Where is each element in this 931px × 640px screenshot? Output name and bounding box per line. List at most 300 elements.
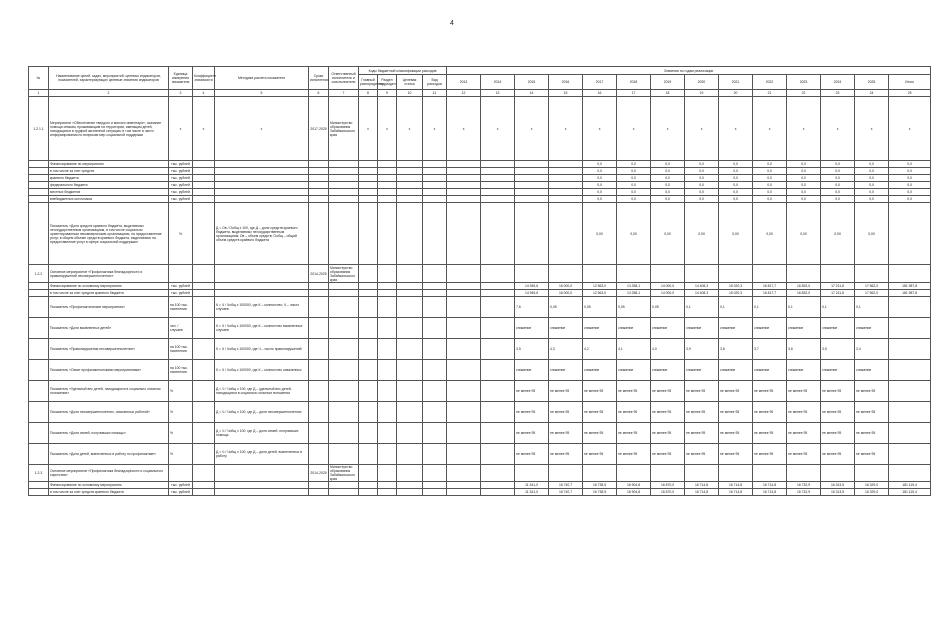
empty-cell [309,318,329,339]
empty-cell [309,423,329,444]
empty-cell [481,290,515,297]
empty-cell [423,182,447,189]
value-cell: 0,0 [753,175,787,182]
x-cell: x [821,97,855,161]
empty-cell [359,465,378,482]
value-cell: не менее 95 [549,423,583,444]
empty-cell [29,402,49,423]
empty-cell [423,297,447,318]
value-cell: 16 714,8 [753,489,787,496]
empty-cell [423,203,447,265]
empty-cell [447,265,481,283]
empty-cell [481,339,515,360]
empty-cell [397,265,423,283]
x-cell: x [855,97,889,161]
value-cell: не менее 95 [685,423,719,444]
empty-cell [329,161,359,168]
value-cell: снижение [787,360,821,381]
value-cell: не менее 95 [821,381,855,402]
value-cell: снижение [719,360,753,381]
table-row [29,482,931,489]
financing-label: Финансирование по основному мероприятию [49,482,169,489]
value-cell: 0,0 [651,161,685,168]
value-cell: 0,0 [617,196,651,203]
empty-cell [481,465,515,482]
empty-cell [193,489,215,496]
column-number: 1 [29,90,49,97]
value-cell: снижение [821,318,855,339]
method-cell: Д = Ч / Чобщ x 100, где Д – доля детей, вовлеченных в работу [215,444,309,465]
value-cell: 0,00 [583,203,617,265]
value-cell: 16 714,8 [719,482,753,489]
value-cell: не менее 95 [753,381,787,402]
value-cell: не менее 95 [787,423,821,444]
value-cell: не менее 95 [549,444,583,465]
empty-cell [481,482,515,489]
financing-label: местных бюджетов [49,189,169,196]
empty-cell [515,182,549,189]
empty-cell [29,297,49,318]
empty-cell [617,265,651,283]
empty-cell [29,196,49,203]
unit-cell: тыс. рублей [169,196,193,203]
value-cell: 13 258,1 [617,290,651,297]
empty-cell [753,465,787,482]
empty-cell [29,290,49,297]
empty-cell [329,290,359,297]
hdr-target: Целевая статья [397,75,423,90]
value-cell: 0,0 [583,168,617,175]
table-row [29,297,931,318]
hdr-executor: Ответственный исполнитель и соисполнители [329,67,359,90]
empty-cell [397,339,423,360]
value-cell: не менее 95 [583,444,617,465]
value-cell: не менее 95 [685,402,719,423]
empty-cell [889,265,931,283]
value-cell: 16 738,5 [583,489,617,496]
column-number: 11 [423,90,447,97]
empty-cell [481,360,515,381]
empty-cell [447,465,481,482]
column-number: 25 [889,90,931,97]
empty-cell [423,290,447,297]
empty-cell [309,175,329,182]
value-cell: не менее 95 [719,402,753,423]
empty-cell [193,482,215,489]
value-cell: 0,0 [651,189,685,196]
value-cell: не менее 95 [855,402,889,423]
empty-cell [329,318,359,339]
empty-cell [193,290,215,297]
value-cell: 0,0 [719,161,753,168]
unit-cell: на 100 тыс. населения [169,339,193,360]
empty-cell [378,402,397,423]
empty-cell [447,297,481,318]
value-cell: 16 714,8 [753,482,787,489]
empty-cell [515,189,549,196]
value-cell: 0,05 [549,297,583,318]
value-cell: 0,0 [685,196,719,203]
executor-cell: Министерство образования Забайкальского края [329,97,359,161]
empty-cell [329,381,359,402]
empty-cell [378,360,397,381]
x-cell: x [359,97,378,161]
unit-cell: % [169,381,193,402]
empty-cell [397,465,423,482]
value-cell: 0,0 [583,161,617,168]
financing-label: Финансирование по мероприятию [49,161,169,168]
value-cell: 16 313,5 [821,482,855,489]
total-cell: 0,0 [889,161,931,168]
empty-cell [447,175,481,182]
empty-cell [309,381,329,402]
value-cell: 0,0 [583,189,617,196]
value-cell: не менее 95 [685,444,719,465]
value-cell: 0,05 [583,297,617,318]
value-cell: 4,0 [651,339,685,360]
empty-cell [29,489,49,496]
empty-cell [423,189,447,196]
table-row [29,489,931,496]
unit-cell: тыс. рублей [169,189,193,196]
value-cell: 0,1 [855,297,889,318]
value-cell: 13 258,1 [617,283,651,290]
empty-cell [515,175,549,182]
value-cell: 0,0 [821,189,855,196]
value-cell: не менее 95 [719,444,753,465]
value-cell: 0,0 [753,161,787,168]
column-number: 13 [481,90,515,97]
empty-cell [378,196,397,203]
empty-cell [447,189,481,196]
value-cell: снижение [651,318,685,339]
period-cell: 2014-2025 [309,465,329,482]
value-cell: снижение [617,318,651,339]
empty-cell [378,482,397,489]
hdr-year: 2015 [515,75,549,90]
empty-cell [215,168,309,175]
method-cell: Д = Ч / Чобщ x 100, где Д – доля несовершеннолетних [215,402,309,423]
value-cell: 0,0 [855,196,889,203]
empty-cell [397,290,423,297]
empty-cell [193,360,215,381]
value-cell: 0,0 [787,168,821,175]
column-number: 18 [651,90,685,97]
total-cell: 0,0 [889,168,931,175]
value-cell: 14 945,6 [515,283,549,290]
value-cell: 0,0 [855,175,889,182]
total-cell: 181 115,4 [889,489,931,496]
hdr-year: 2019 [651,75,685,90]
empty-cell [685,465,719,482]
x-cell: x [685,97,719,161]
value-cell: 16 904,8 [617,489,651,496]
empty-cell [359,423,378,444]
value-cell: 3,5 [515,339,549,360]
empty-cell [447,360,481,381]
empty-cell [29,360,49,381]
empty-cell [889,423,931,444]
value-cell: снижение [651,360,685,381]
value-cell: 16 714,8 [685,489,719,496]
column-number: 3 [169,90,193,97]
empty-cell [447,168,481,175]
value-cell: не менее 95 [821,423,855,444]
value-cell: 16 329,0 [855,482,889,489]
total-cell: 0,0 [889,196,931,203]
empty-cell [719,265,753,283]
value-cell: 16 732,9 [787,482,821,489]
column-number: 21 [753,90,787,97]
empty-cell [359,196,378,203]
empty-cell [549,175,583,182]
value-cell: снижение [787,318,821,339]
empty-cell [359,290,378,297]
empty-cell [515,465,549,482]
value-cell: 0,0 [855,189,889,196]
hdr-year: 2021 [719,75,753,90]
value-cell: 16 832,0 [787,290,821,297]
value-cell: 0,00 [821,203,855,265]
x-cell: x [447,97,481,161]
page-number: 4 [450,20,454,27]
value-cell: 0,00 [787,203,821,265]
unit-cell: на 100 тыс. населения [169,360,193,381]
table-row [29,381,931,402]
empty-cell [889,465,931,482]
value-cell: 0,0 [617,189,651,196]
indicator-name: Показатель «Правонарушения несовершеннолетних» [49,339,169,360]
indicator-name: Показатель «Профилактические мероприятия» [49,297,169,318]
empty-cell [329,297,359,318]
empty-cell [821,465,855,482]
empty-cell [359,402,378,423]
empty-cell [685,265,719,283]
value-cell: 0,0 [617,168,651,175]
empty-cell [423,423,447,444]
value-cell: не менее 95 [821,402,855,423]
value-cell: 0,0 [685,161,719,168]
value-cell: 0,0 [719,182,753,189]
empty-cell [481,196,515,203]
value-cell: 0,0 [719,168,753,175]
empty-cell [423,318,447,339]
empty-cell [481,182,515,189]
hdr-year: 2022 [753,75,787,90]
value-cell: 3,7 [753,339,787,360]
empty-cell [309,168,329,175]
unit-cell: на 100 тыс. населения [169,297,193,318]
empty-cell [359,318,378,339]
value-cell: 0,00 [651,203,685,265]
value-cell: 0,0 [719,175,753,182]
value-cell: 4,3 [549,339,583,360]
empty-cell [423,465,447,482]
value-cell: 0,0 [685,182,719,189]
value-cell: 0,0 [787,189,821,196]
unit-cell: % [169,423,193,444]
empty-cell [481,175,515,182]
value-cell: 16 714,8 [719,489,753,496]
executor-cell: Министерство образования Забайкальского края [329,265,359,283]
empty-cell [29,168,49,175]
column-number: 23 [821,90,855,97]
value-cell: 0,0 [617,161,651,168]
empty-cell [397,182,423,189]
empty-cell [359,265,378,283]
value-cell: 0,00 [855,203,889,265]
empty-cell [481,161,515,168]
value-cell: 0,05 [651,297,685,318]
empty-cell [29,203,49,265]
empty-cell [359,168,378,175]
unit-cell: % [169,203,193,265]
value-cell: снижение [549,360,583,381]
unit-cell: тыс. рублей [169,489,193,496]
empty-cell [719,465,753,482]
value-cell: не менее 95 [617,423,651,444]
value-cell: 0,0 [855,161,889,168]
empty-cell [378,182,397,189]
financing-label: краевого бюджета [49,175,169,182]
empty-cell [378,339,397,360]
table-row [29,203,931,265]
empty-cell [169,465,193,482]
value-cell: 16 313,5 [821,489,855,496]
empty-cell [481,444,515,465]
empty-cell [359,203,378,265]
x-cell: x [651,97,685,161]
value-cell: 16 000,0 [549,290,583,297]
value-cell: 15 020,3 [719,290,753,297]
column-number: 22 [787,90,821,97]
value-cell: не менее 95 [617,381,651,402]
empty-cell [193,423,215,444]
value-cell: снижение [855,360,889,381]
unit-cell: тыс. рублей [169,182,193,189]
empty-cell [378,161,397,168]
value-cell: не менее 95 [821,444,855,465]
empty-cell [423,360,447,381]
empty-cell [215,196,309,203]
empty-cell [193,444,215,465]
empty-cell [549,265,583,283]
empty-cell [481,265,515,283]
x-cell: x [549,97,583,161]
value-cell: 3,9 [685,339,719,360]
value-cell: 0,0 [855,168,889,175]
empty-cell [378,265,397,283]
empty-cell [329,182,359,189]
empty-cell [481,402,515,423]
empty-cell [329,175,359,182]
table-row [29,182,931,189]
method-cell: Д = Ов / Ообщ x 100, где Д – доля средств краевого бюджета, выделяемых негосударственным организациям; Ов – объем средств; Ообщ – общий объем средств краевого бюджета [215,203,309,265]
empty-cell [423,161,447,168]
value-cell: снижение [753,360,787,381]
empty-cell [481,189,515,196]
empty-cell [397,360,423,381]
value-cell: 0,0 [617,182,651,189]
empty-cell [215,465,309,482]
value-cell: 17 562,0 [855,283,889,290]
hdr-method: Методика расчета показателя [215,67,309,90]
value-cell: 14 000,0 [651,283,685,290]
empty-cell [29,283,49,290]
row-number: 1.2.2 [29,265,49,283]
indicator-name: Показатель «Доля детей, вовлеченных в работу по профилактике» [49,444,169,465]
empty-cell [359,283,378,290]
value-cell: 3,4 [855,339,889,360]
value-cell: не менее 95 [515,402,549,423]
empty-cell [29,175,49,182]
empty-cell [378,168,397,175]
empty-cell [447,381,481,402]
value-cell: не менее 95 [515,381,549,402]
empty-cell [309,283,329,290]
column-number: 24 [855,90,889,97]
empty-cell [481,283,515,290]
total-cell: 0,0 [889,175,931,182]
empty-cell [397,381,423,402]
empty-cell [423,489,447,496]
unit-cell: тыс. рублей [169,283,193,290]
hdr-year: 2020 [685,75,719,90]
empty-cell [397,482,423,489]
x-cell: x [515,97,549,161]
value-cell: 16 714,8 [685,482,719,489]
value-cell: 0,0 [583,182,617,189]
empty-cell [309,297,329,318]
financing-label: федерального бюджета [49,182,169,189]
value-cell: 0,0 [821,161,855,168]
empty-cell [481,168,515,175]
table-row [29,175,931,182]
empty-cell [447,444,481,465]
empty-cell [481,489,515,496]
hdr-year: 2014 [481,75,515,90]
value-cell: не менее 95 [719,423,753,444]
method-cell: Д = Ч / Чобщ x 100, где Д – доля семей, получивших помощь [215,423,309,444]
value-cell: 0,0 [651,168,685,175]
value-cell: 0,00 [719,203,753,265]
value-cell: 0,0 [719,196,753,203]
empty-cell [29,381,49,402]
empty-cell [583,265,617,283]
empty-cell [329,189,359,196]
empty-cell [481,297,515,318]
empty-cell [423,265,447,283]
value-cell: 3,6 [787,339,821,360]
value-cell: снижение [617,360,651,381]
empty-cell [29,161,49,168]
table-row [29,465,931,482]
empty-cell [447,196,481,203]
empty-cell [855,465,889,482]
value-cell: 0,0 [685,175,719,182]
value-cell: не менее 95 [855,381,889,402]
empty-cell [447,423,481,444]
value-cell: 0,0 [753,182,787,189]
value-cell: 0,0 [685,189,719,196]
value-cell: 4,2 [583,339,617,360]
row-number: 1.2.3 [29,465,49,482]
empty-cell [378,444,397,465]
empty-cell [378,283,397,290]
empty-cell [359,182,378,189]
value-cell: снижение [583,318,617,339]
value-cell: не менее 95 [549,402,583,423]
